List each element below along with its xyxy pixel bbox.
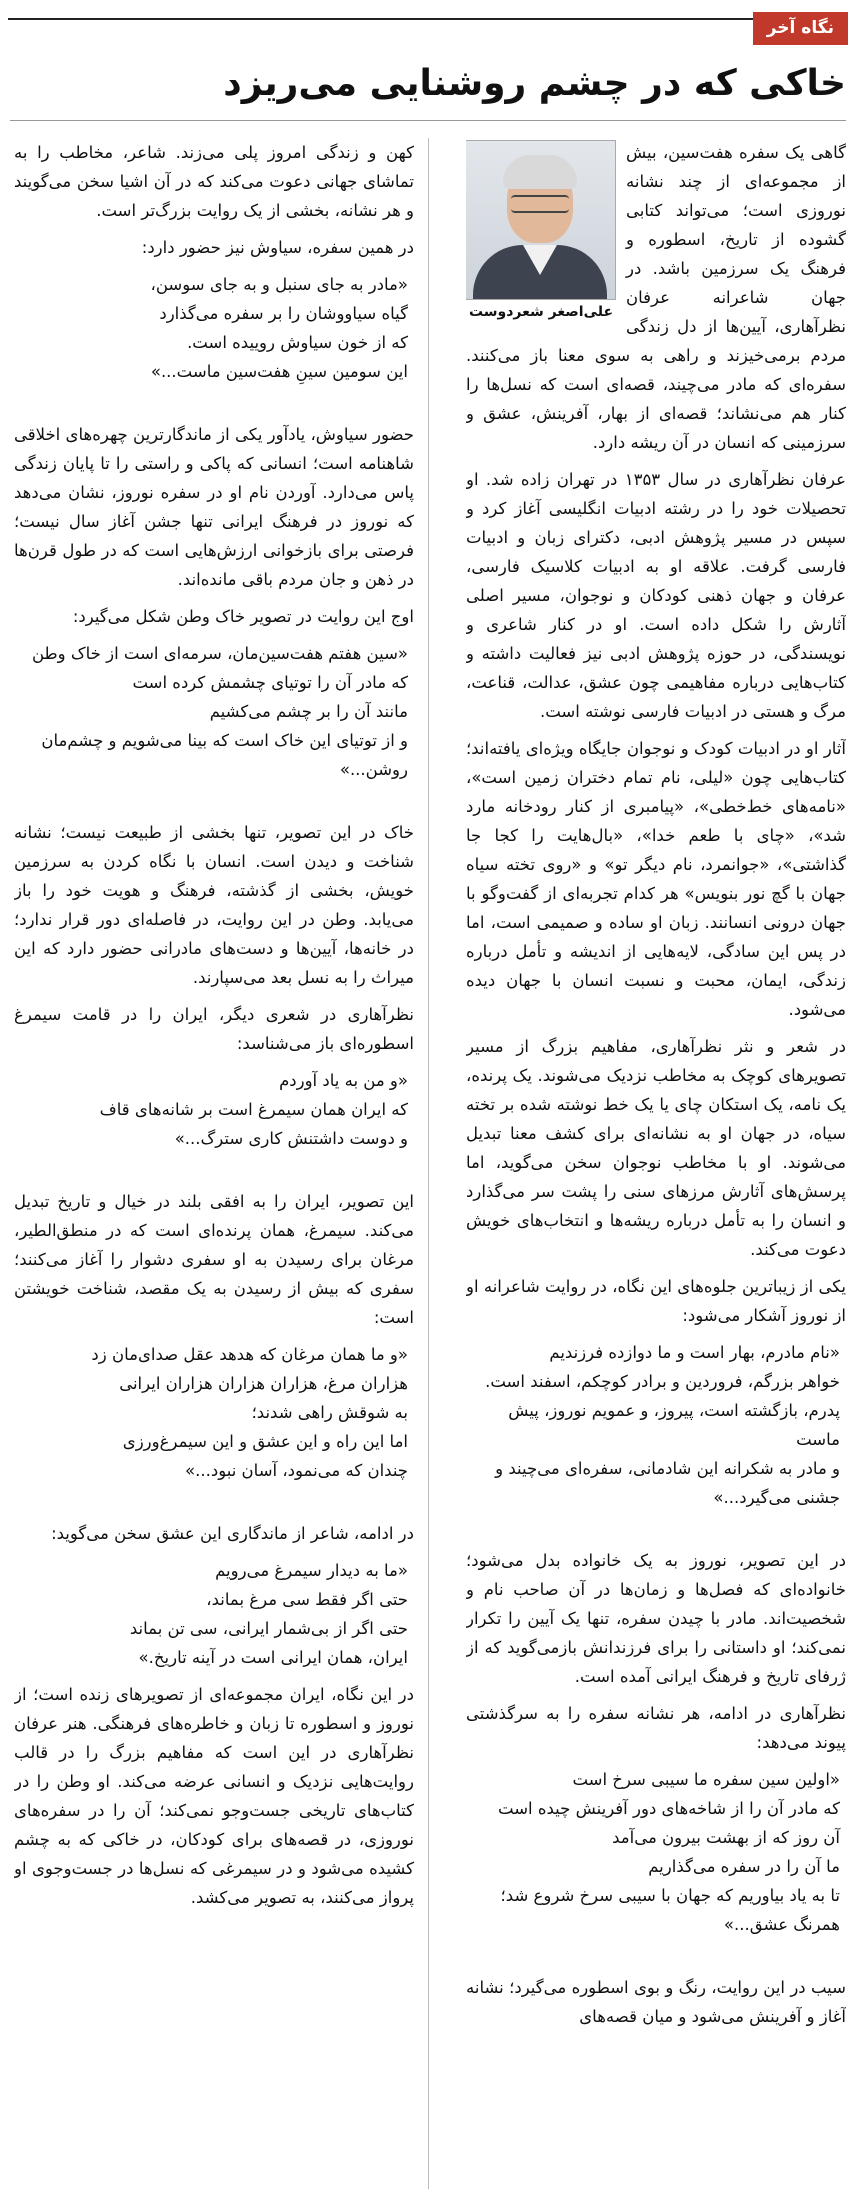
poem-line: که ایران همان سیمرغ است بر شانه‌های قاف (99, 1100, 408, 1119)
poem-line: حتی اگر فقط سی مرغ بماند، (206, 1590, 408, 1609)
poem-line: آن روز که از بهشت بیرون می‌آمد (612, 1828, 840, 1847)
poem-line: «ما به دیدار سیمرغ می‌رویم (215, 1561, 408, 1580)
left-column (14, 138, 414, 2191)
section-label: نگاه آخر (753, 12, 848, 45)
poem-block (14, 1556, 414, 1672)
poem-line: ما آن را در سفره می‌گذاریم (648, 1857, 840, 1876)
paragraph: گاهی یک سفره هفت‌سین، بیش از مجموعه‌ای از چند نشانه نوروزی است؛ می‌تواند کتابی گشوده از تاریخ، اسطوره و فرهنگ یک سرزمین باشد. در جهان شاعرانه عرفان نظرآهاری، آیین‌ها از دل زندگی مردم برمی‌خیزند و راهی به سوی معنا باز می‌کنند. سفره‌ای که مادر می‌چیند، قصه‌ای است که نسل‌ها را کنار هم می‌نشاند؛ قصه‌ای از بهار، آفرینش، عشق و سرزمینی که انسان در آن ریشه دارد. (466, 143, 846, 452)
poem-block (14, 1340, 414, 1485)
paragraph: سیب در این روایت، رنگ و بوی اسطوره می‌گیرد؛ نشانه آغاز و آفرینش می‌شود و میان قصه‌های (466, 1978, 846, 2026)
paragraph: کهن و زندگی امروز پلی می‌زند. شاعر، مخاطب را به تماشای جهانی دعوت می‌کند که در آن اشیا سخن می‌گویند و هر نشانه، بخشی از یک روایت بزرگ‌تر است. (14, 143, 414, 220)
poem-block (466, 1765, 846, 1939)
paragraph: در این تصویر، نوروز به یک خانواده بدل می‌شود؛ خانواده‌ای که فصل‌ها و زمان‌ها در آن صاحب نام و شخصیت‌اند. مادر با چیدن سفره، تنها یک آیین را تکرار نمی‌کند؛ او داستانی را برای فرزندانش بازمی‌گوید که از ژرفای تاریخ و فرهنگ ایرانی آمده است. (466, 1551, 846, 1686)
poem-line: «نام مادرم، بهار است و ما دوازده فرزندیم (549, 1343, 840, 1362)
headline: خاکی که در چشم روشنایی می‌ریزد (223, 63, 846, 104)
paragraph: حضور سیاوش، یادآور یکی از ماندگارترین چهره‌های اخلاقی شاهنامه است؛ انسانی که پاکی و راستی را تا پایان زندگی پاس می‌دارد. آوردن نام او در سفره نوروز، نشان می‌دهد که نوروز در فرهنگ ایرانی تنها جشن آغاز سال نیست؛ فرصتی برای بازخوانی ارزش‌هایی است که در طول قرن‌ها در ذهن و جان مردم باقی مانده‌اند. (14, 425, 414, 589)
poem-line: که از خون سیاوش روییده است. (187, 333, 408, 352)
paragraph: در همین سفره، سیاوش نیز حضور دارد: (141, 238, 414, 257)
poem-line: هزاران مرغ، هزاران هزاران هزاران ایرانی (119, 1374, 408, 1393)
poem-line: تا به یاد بیاوریم که جهان با سیبی سرخ شروع شد؛ همرنگ عشق...» (500, 1886, 840, 1934)
poem-block (14, 639, 414, 784)
author-box (466, 140, 616, 320)
paragraph: نظرآهاری در شعری دیگر، ایران را در قامت سیمرغ اسطوره‌ای باز می‌شناسد: (14, 1005, 414, 1053)
right-column (466, 138, 846, 2191)
headline-rule (10, 120, 846, 121)
poem-block (14, 1066, 414, 1153)
poem-line: «و ما همان مرغان که هدهد عقل صدای‌مان زد (91, 1345, 408, 1364)
poem-line: و مادر به شکرانه این شادمانی، سفره‌ای می‌چیند و جشنی می‌گیرد...» (495, 1459, 840, 1507)
paragraph: نظرآهاری در ادامه، هر نشانه سفره را به سرگذشتی پیوند می‌دهد: (466, 1704, 846, 1752)
poem-block (14, 270, 414, 386)
paragraph: عرفان نظرآهاری در سال ۱۳۵۳ در تهران زاده شد. او تحصیلات خود را در رشته ادبیات انگلیسی آغاز کرد و سپس در مسیر پژوهش ادبی، دکترای زبان و ادبیات فارسی گرفت. علاقه او به ادبیات کلاسیک فارسی، عرفان و جهان ذهنی کودکان و نوجوان، مسیر اصلی آثارش را شکل داده است. او در کنار شاعری و نویسندگی، در حوزه پژوهش ادبی نیز فعالیت داشته و کتاب‌هایی درباره مفاهیمی چون عشق، عدالت، قناعت، مرگ و هستی در ادبیات فارسی نوشته است. (466, 470, 846, 721)
paragraph: خاک در این تصویر، تنها بخشی از طبیعت نیست؛ نشانه شناخت و دیدن است. انسان با نگاه کردن به سرزمین خویش، بخشی از گذشته، فرهنگ و هویت خود را باز می‌یابد. وطن در این روایت، در فاصله‌ای دور قرار ندارد؛ در خانه‌ها، آیین‌ها و دست‌های مادرانی حضور دارد که این میراث را به نسل بعد می‌سپارند. (14, 823, 414, 987)
poem-line: و دوست داشتنش کاری سترگ...» (174, 1129, 408, 1148)
poem-line: ایران، همان ایرانی است در آینه تاریخ.» (138, 1648, 408, 1667)
poem-line: این سومین سینِ هفت‌سین ماست...» (150, 362, 408, 381)
poem-line: به شوقش راهی شدند؛ (251, 1403, 408, 1422)
poem-line: گیاه سیاووشان را بر سفره می‌گذارد (159, 304, 408, 323)
poem-line: اما این راه و این عشق و این سیمرغ‌ورزی (122, 1432, 408, 1451)
poem-line: مانند آن را بر چشم می‌کشیم (209, 702, 408, 721)
author-photo (466, 140, 616, 300)
poem-line: چندان که می‌نمود، آسان نبود...» (185, 1461, 408, 1480)
poem-line: «اولین سین سفره ما سیبی سرخ است (572, 1770, 840, 1789)
paragraph: در ادامه، شاعر از ماندگاری این عشق سخن می‌گوید: (51, 1524, 414, 1543)
top-rule (8, 18, 848, 20)
poem-line: «سین هفتم هفت‌سین‌مان، سرمه‌ای است از خاک وطن (31, 644, 408, 663)
paragraph: آثار او در ادبیات کودک و نوجوان جایگاه ویژه‌ای یافته‌اند؛ کتاب‌هایی چون «لیلی، نام تمام دختران زمین است»، «نامه‌های خط‌خطی»، «پیامبری از کنار رودخانه مارد شد»، «چای با طعم خدا»، «بال‌هایت را کجا جا گذاشتی»، «جوانمرد، نام دیگر تو» و «روی تخته سیاه جهان با گچ نور بنویس» هر کدام تجربه‌ای از گفت‌وگو با جهان درونی انسانند. زبان او ساده و صمیمی است، اما در پس این سادگی، لایه‌هایی از اندیشه و تأمل درباره زندگی، ایمان، محبت و نسبت انسان با جهان دیده می‌شود. (466, 739, 846, 1019)
poem-line: پدرم، بازگشته است، پیروز، و عمویم نوروز، پیش ماست (508, 1401, 840, 1449)
author-name: علی‌اصغر شعردوست (468, 304, 614, 320)
poem-line: که مادر آن را از شاخه‌های دور آفرینش چیده است (498, 1799, 840, 1818)
column-divider (428, 138, 429, 2189)
paragraph: این تصویر، ایران را به افقی بلند در خیال و تاریخ تبدیل می‌کند. سیمرغ، همان پرنده‌ای است که در منطق‌الطیر، مرغان برای رسیدن به او سفری دشوار را آغاز می‌کنند؛ سفری که بیش از رسیدن به یک مقصد، شناخت خویشتن است: (14, 1192, 414, 1327)
poem-line: «و من به یاد آوردم (279, 1071, 408, 1090)
poem-block (466, 1338, 846, 1512)
paragraph: در شعر و نثر نظرآهاری، مفاهیم بزرگ از مسیر تصویرهای کوچک به مخاطب نزدیک می‌شوند. یک پرنده، یک نامه، یک استکان چای یا یک خط نوشته شده بر تخته سیاه، در جهان او به نشانه‌ای برای کشف معنا تبدیل می‌شوند. او با مخاطب نوجوان سخن می‌گوید، اما پرسش‌های آثارش مرزهای سنی را پشت سر می‌گذارد و انسان را به تأمل درباره ریشه‌ها و انتخاب‌های خویش دعوت می‌کند. (466, 1037, 846, 1259)
paragraph: در این نگاه، ایران مجموعه‌ای از تصویرهای زنده است؛ از نوروز و اسطوره تا زبان و خاطره‌های فرهنگی. هنر عرفان نظرآهاری در این است که مفاهیم بزرگ را در قالب روایت‌هایی نزدیک و انسانی عرضه می‌کند. او وطن را در کتاب‌های تاریخی جست‌وجو نمی‌کند؛ آن را در سفره‌های نوروزی، در قصه‌های برای کودکان، در خاکی که به چشم کشیده می‌شود و در سیمرغی که نسل‌ها در جست‌وجوی او پرواز می‌کنند، به تصویر می‌کشد. (14, 1685, 414, 1907)
poem-line: حتی اگر از بی‌شمار ایرانی، سی تن بماند (129, 1619, 408, 1638)
paragraph: یکی از زیباترین جلوه‌های این نگاه، در روایت شاعرانه او از نوروز آشکار می‌شود: (466, 1277, 846, 1325)
poem-line: که مادر آن را توتیای چشمش کرده است (132, 673, 408, 692)
poem-line: خواهر بزرگم، فروردین و برادر کوچکم، اسفند است. (485, 1372, 840, 1391)
poem-line: «مادر به جای سنبل و به جای سوسن، (150, 275, 408, 294)
poem-line: و از توتیای این خاک است که بینا می‌شویم و چشم‌مان روشن...» (41, 731, 408, 779)
paragraph: اوج این روایت در تصویر خاک وطن شکل می‌گیرد: (72, 607, 414, 626)
